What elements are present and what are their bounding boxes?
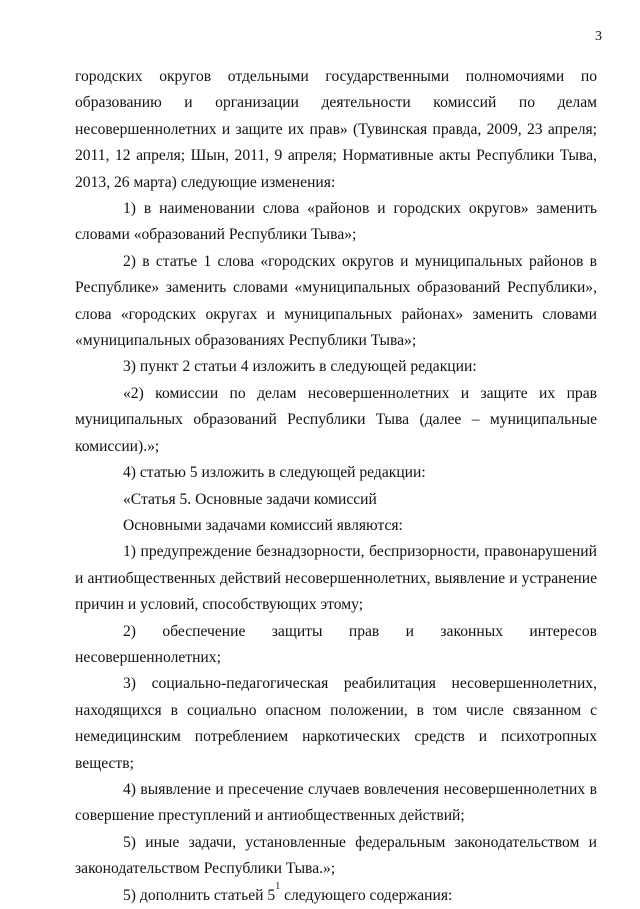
paragraph-intro-continuation: городских округов отдельными государственными полномочиями по образованию и организации деятельности комиссий по делам несовершеннолетних и защите их прав» (Тувинская правда, 2009, 23 апреля; 2011, 12 апреля; Шын, 2011, 9 апреля; Нормативные акты Республики Тыва, 2013, 26 марта) следующие изменения: [75,68,597,191]
task-item-1: 1) предупреждение безнадзорности, беспризорности, правонарушений и антиобщественных действий несовершеннолетних, выявление и устранение причин и условий, способствующих этому; [75,543,597,614]
task-item-5: 5) иные задачи, установленные федеральным законодательством и законодательством Республики Тыва.»; [75,833,597,878]
article-heading: «Статья 5. Основные задачи комиссий [123,490,377,508]
task-item-2: 2) обеспечение защиты прав и законных интересов несовершеннолетних; [75,622,597,666]
paragraph-change-2: 2) в статье 1 слова «городских округов и муниципальных районов в Республике» заменить словами «муниципальных образований Республики», слова «городских округах и муниципальных районах» заменить словами «муниципальных образованиях Республики Тыва»; [75,252,597,350]
document-body [75,64,597,909]
paragraph-change-5-after: следующего содержания: [280,886,453,904]
paragraph-change-1: 1) в наименовании слова «районов и городских округов» заменить словами «образований Республики Тыва»; [75,200,597,244]
paragraph-change-4: 4) статью 5 изложить в следующей редакции: [123,464,426,482]
paragraph-quoted-item-2: «2) комиссии по делам несовершеннолетних и защите их прав муниципальных образований Республики Тыва (далее – муниципальные комиссии).»; [75,384,597,455]
paragraph-change-5-before: 5) дополнить статьей 5 [123,886,276,904]
paragraph-change-3: 3) пункт 2 статьи 4 изложить в следующей редакции: [123,358,477,376]
paragraph-main-tasks: Основными задачами комиссий являются: [123,516,403,534]
paragraph-change-5 [75,883,597,909]
task-item-3: 3) социально-педагогическая реабилитация несовершеннолетних, находящихся в социально опасном положении, в том числе связанном с немедицинским потреблением наркотических средств и психотропных веществ; [75,675,597,772]
task-item-4: 4) выявление и пресечение случаев вовлечения несовершеннолетних в совершение преступлений и антиобщественных действий; [75,780,597,825]
article-superscript: 1 [275,881,281,893]
page-number: 3 [595,29,602,44]
